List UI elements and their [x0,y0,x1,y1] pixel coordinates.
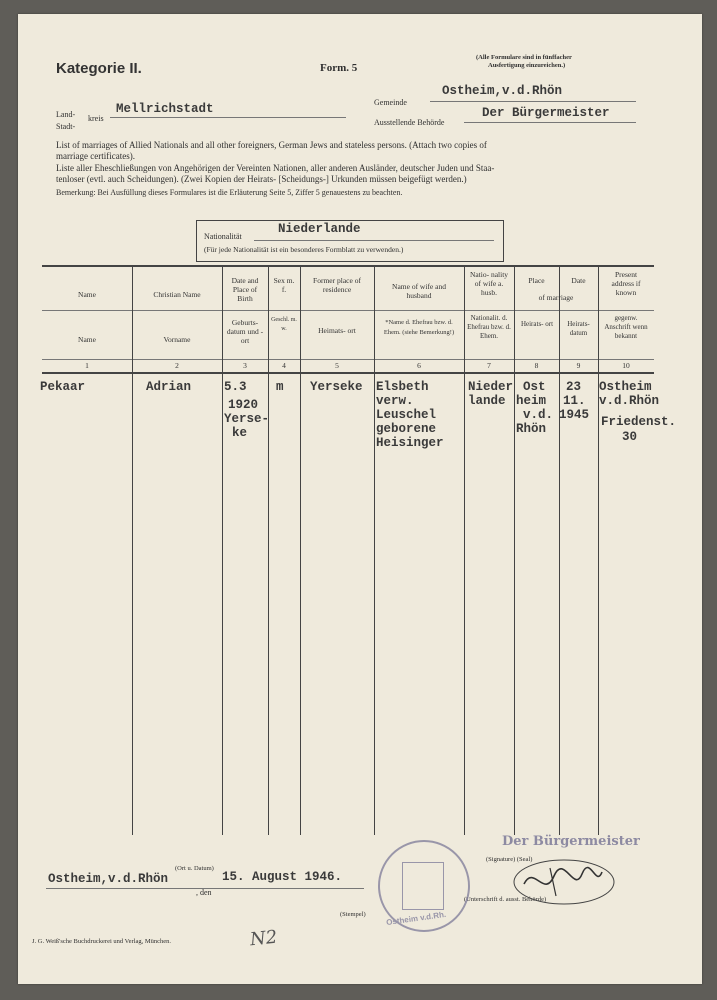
printer-credit: J. G. Weiß'sche Buchdruckerei und Verlag, München. [32,938,172,945]
gemeinde-label: Gemeinde [374,98,407,107]
cell-date-2: 11. [563,394,586,408]
col-header-residence-en: Former place of residence [313,276,361,294]
col-header-birth-de: Geburts- datum und -ort [226,318,264,345]
col-number-7: 7 [487,361,491,370]
document-page [18,14,702,984]
signature-title: Der Bürgermeister [502,834,640,849]
col-header-spouse-en: Name of wife and husband [392,282,446,300]
col-number-3: 3 [243,361,247,370]
behoerde-underline [464,122,636,123]
col-number-9: 9 [576,361,581,370]
intro-line-2: marriage certificates). [56,151,135,161]
copies-note-1: (Alle Formulare sind in fünffacher [476,54,572,61]
coat-of-arms-icon [402,862,444,910]
copies-note-2: Ausfertigung einzureichen.) [488,62,566,69]
cell-vorname: Adrian [146,380,192,394]
cell-spouse-4: geborene [376,422,437,436]
signature-label: (Signature) (Seal) [486,856,533,863]
col-header-place-de: Heirats- ort [520,320,554,328]
seal-text: Ostheim v.d.Rh. [385,909,447,928]
cell-residence: Yerseke [310,380,363,394]
col-header-date-en: Date [571,276,586,285]
footer-place: Ostheim,v.d.Rhön [48,872,169,886]
col-header-residence-de: Heimats- ort [318,326,356,335]
gemeinde-underline [430,101,636,102]
col-number-4: 4 [282,361,286,370]
intro-line-1: List of marriages of Allied Nationals and all other foreigners, German Jews and stateless persons. (Attach two copies of [56,140,487,150]
town-seal-stamp [378,840,470,932]
kategorie-heading: Kategorie II. [56,60,142,77]
handwritten-signature-icon [504,854,616,910]
handwritten-mark: N2 [248,926,279,951]
nationality-label: Nationalität [204,232,242,241]
of-marriage-label: of marriage [538,293,574,302]
stempel-label: (Stempel) [340,911,366,918]
nationality-note: (Für jede Nationalität ist ein besonderes Formblatt zu verwenden.) [204,245,404,254]
cell-name: Pekaar [40,380,86,394]
cell-birth-3: Yerse- [224,412,270,426]
intro-line-3: Liste aller Eheschließungen von Angehörigen der Vereinten Nationen, aller anderen Ausländer, deutscher Juden und Staa- [56,163,495,173]
nationality-value: Niederlande [278,222,361,236]
intro-remark: Bemerkung: Bei Ausfüllung dieses Formulares ist die Erläuterung Seite 5, Ziffer 5 genauestens zu beachten. [56,188,403,197]
ort-datum-label: (Ort u. Datum) [175,865,214,872]
cell-spouse-2: verw. [376,394,414,408]
cell-spouse-5: Heisinger [376,436,444,450]
behoerde-label: Ausstellende Behörde [374,118,445,127]
unterschrift-label: (Unterschrift d. ausst. Behörde) [464,896,547,903]
col-number-8: 8 [534,361,539,370]
col-header-birth-en: Date and Place of Birth [231,276,259,303]
col-header-vorname-de: Vorname [163,335,191,344]
cell-nationality-2: lande [468,394,506,408]
cell-spouse-1: Elsbeth [376,380,429,394]
gemeinde-value: Ostheim,v.d.Rhön [442,84,563,98]
cell-address-4: 30 [622,430,638,444]
land-label: Land- [56,110,76,119]
col-header-sex-de: Geschl. m. w. [271,317,297,332]
col-header-place-en: Place [528,276,545,285]
cell-spouse-3: Leuschel [376,408,437,422]
cell-nationality-1: Nieder [468,380,514,394]
col-header-address-en: Present address if known [611,270,641,297]
kreis-underline [110,117,346,118]
col-header-nationality-en: Natio- nality of wife a. husb. [469,270,509,297]
cell-date-1: 23 [566,380,582,394]
col-number-2: 2 [175,361,179,370]
col-header-date-de: Heirats- datum [567,320,590,337]
form-number: Form. 5 [320,62,358,74]
cell-place-2: heim [516,394,547,408]
col-number-6: 6 [417,361,421,370]
cell-date-3: 1945 [559,408,590,422]
cell-birth-2: 1920 [228,398,259,412]
col-header-address-de: gegenw. Anschrift wenn bekannt [604,314,648,340]
cell-address-1: Ostheim [599,380,652,394]
cell-address-3: Friedenst. [601,415,677,429]
col-number-5: 5 [335,361,339,370]
stadt-label: Stadt- [56,122,76,131]
cell-birth-4: ke [232,426,248,440]
cell-address-2: v.d.Rhön [599,394,660,408]
kreis-value: Mellrichstadt [116,102,214,116]
nationality-underline [254,240,494,241]
col-header-sex-en: Sex m. f. [273,276,295,294]
kreis-label: kreis [88,114,104,123]
col-header-spouse-de: *Name d. Ehefrau bzw. d. Ehem. (siehe Bemerkung!) [383,319,455,336]
col-number-10: 10 [622,361,630,370]
col-header-name-de: Name [78,335,96,344]
cell-place-1: Ost [523,380,546,394]
col-header-christian-name-en: Christian Name [153,290,201,299]
footer-date: 15. August 1946. [222,870,343,884]
cell-birth-1: 5.3 [224,380,247,394]
cell-sex: m [276,380,284,394]
den-label: , den [196,888,212,897]
behoerde-value: Der Bürgermeister [482,106,610,120]
col-number-1: 1 [85,361,89,370]
cell-place-4: Rhön [516,422,547,436]
col-header-name-en: Name [78,290,96,299]
cell-place-3: v.d. [523,408,554,422]
col-header-nationality-de: Nationalit. d. Ehefrau bzw. d. Ehem. [467,314,511,340]
intro-line-4: tenloser (evtl. auch Scheidungen). (Zwei Kopien der Heirats- [Scheidungs-] Urkunden müssen beigefügt werden.) [56,174,467,184]
